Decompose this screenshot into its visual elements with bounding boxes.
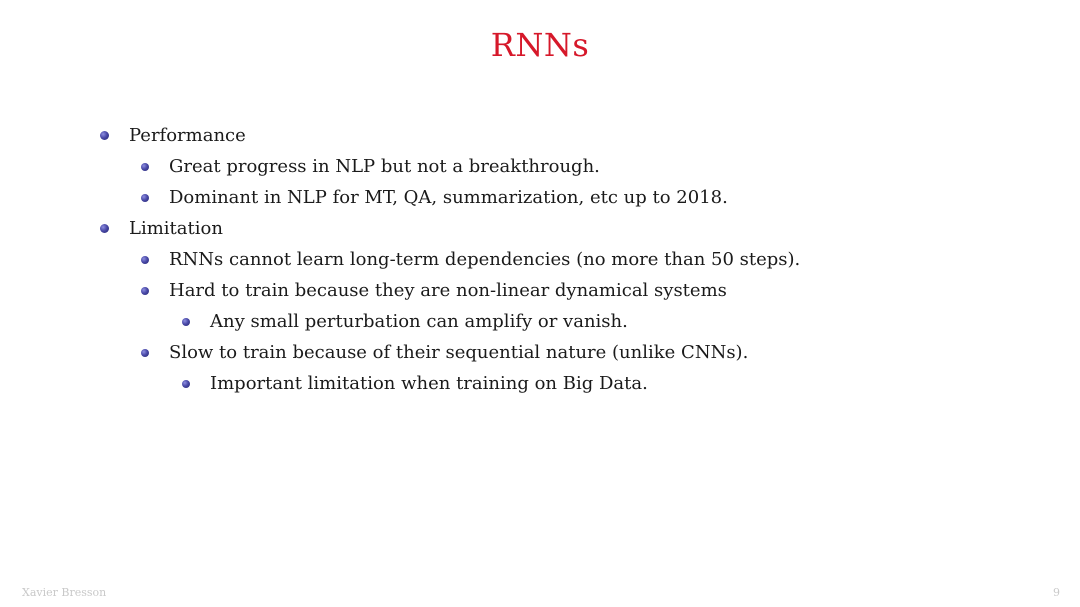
bullet-icon — [182, 318, 190, 326]
bullet-text: Dominant in NLP for MT, QA, summarization, etc up to 2018. — [169, 187, 728, 208]
bullet-icon — [100, 131, 109, 140]
bullet-text: Slow to train because of their sequential nature (unlike CNNs). — [169, 342, 749, 363]
bullet-icon — [100, 224, 109, 233]
page-number: 9 — [1053, 586, 1060, 599]
bullet-item-performance — [100, 120, 1000, 151]
bullet-text: Limitation — [129, 218, 223, 239]
bullet-text: RNNs cannot learn long-term dependencies (no more than 50 steps). — [169, 249, 801, 270]
bullet-text: Hard to train because they are non-linear dynamical systems — [169, 280, 727, 301]
bullet-icon — [141, 256, 149, 264]
bullet-text: Important limitation when training on Big Data. — [210, 373, 648, 394]
bullet-text: Performance — [129, 125, 246, 146]
bullet-item-big-data — [100, 368, 1000, 399]
bullet-item-dominant — [100, 182, 1000, 213]
bullet-list — [100, 120, 1000, 399]
bullet-text: Any small perturbation can amplify or vanish. — [210, 311, 628, 332]
bullet-item-progress — [100, 151, 1000, 182]
bullet-icon — [141, 287, 149, 295]
bullet-item-hard-to-train — [100, 275, 1000, 306]
bullet-item-perturbation — [100, 306, 1000, 337]
footer-author: Xavier Bresson — [22, 586, 107, 599]
bullet-icon — [182, 380, 190, 388]
bullet-icon — [141, 349, 149, 357]
bullet-item-slow-to-train — [100, 337, 1000, 368]
bullet-icon — [141, 194, 149, 202]
bullet-item-long-term — [100, 244, 1000, 275]
bullet-icon — [141, 163, 149, 171]
slide-title: RNNs — [490, 26, 590, 64]
bullet-text: Great progress in NLP but not a breakthrough. — [169, 156, 600, 177]
bullet-item-limitation — [100, 213, 1000, 244]
